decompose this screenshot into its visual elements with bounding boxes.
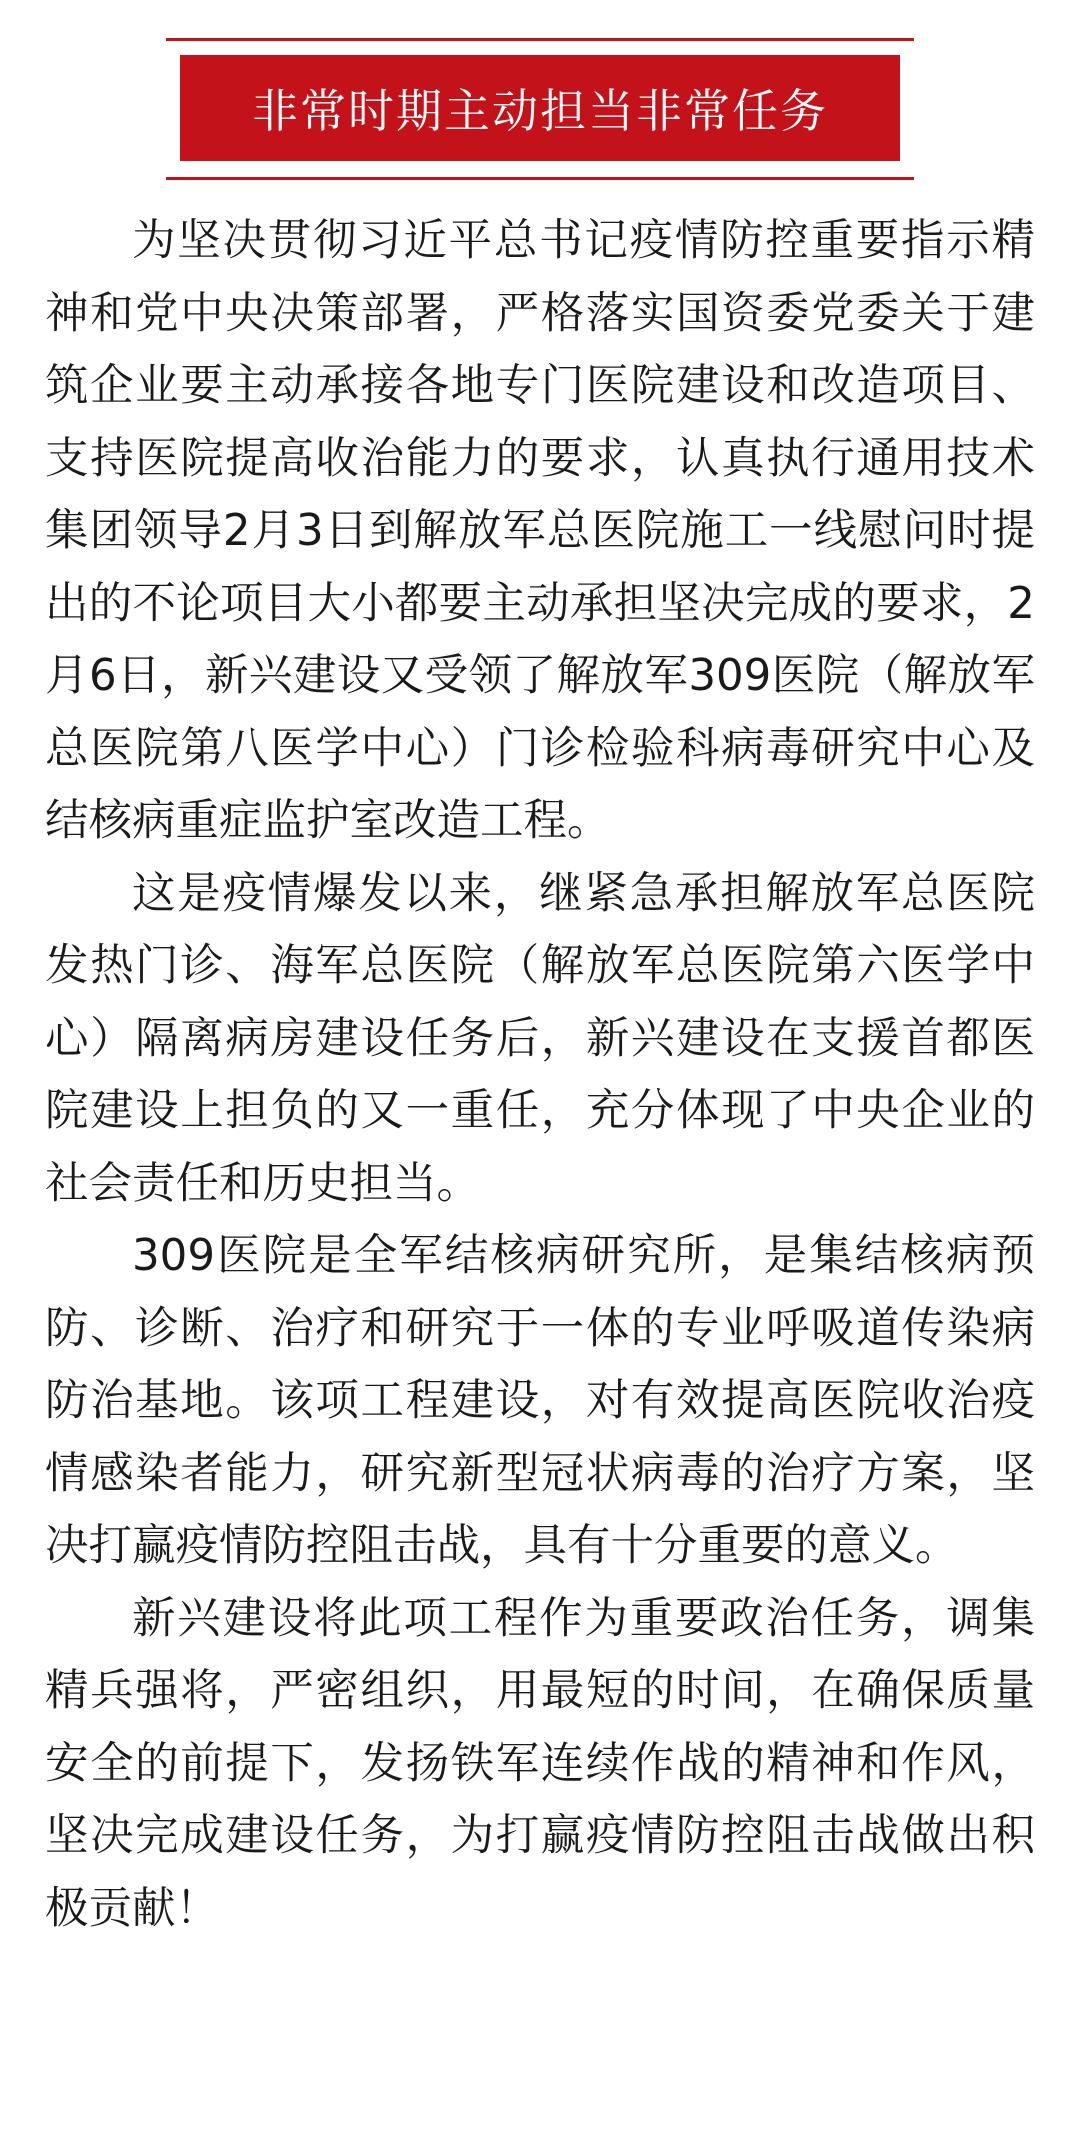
title-bottom-rule: [166, 177, 914, 180]
paragraph-3: 309医院是全军结核病研究所，是集结核病预防、诊断、治疗和研究于一体的专业呼吸道传染病防治基地。该项工程建设，对有效提高医院收治疫情感染者能力，研究新型冠状病毒的治疗方案，坚决打赢疫情防控阻击战，具有十分重要的意义。: [45, 1231, 1035, 1571]
paragraph-2: 这是疫情爆发以来，继紧急承担解放军总医院发热门诊、海军总医院（解放军总医院第六医学中心）隔离病房建设任务后，新兴建设在支援首都医院建设上担负的又一重任，充分体现了中央企业的社会责任和历史担当。: [45, 868, 1035, 1209]
title-banner: [166, 38, 914, 180]
paragraph-1: 为坚决贯彻习近平总书记疫情防控重要指示精神和党中央决策部署，严格落实国资委党委关于建筑企业要主动承接各地专门医院建设和改造项目、支持医院提高收治能力的要求，认真执行通用技术集团领导2月3日到解放军总医院施工一线慰问时提出的不论项目大小都要主动承担坚决完成的要求，2月6日，新兴建设又受领了解放军309医院（解放军总医院第八医学中心）门诊检验科病毒研究中心及结核病重症监护室改造工程。: [45, 216, 1036, 846]
article-body: [45, 205, 1035, 1945]
paragraph-4: 新兴建设将此项工程作为重要政治任务，调集精兵强将，严密组织，用最短的时间，在确保质量安全的前提下，发扬铁军连续作战的精神和作风，坚决完成建设任务，为打赢疫情防控阻击战做出积极贡献！: [45, 1593, 1035, 1934]
title-top-rule: [166, 38, 914, 41]
article-title: 非常时期主动担当非常任务: [180, 55, 900, 161]
